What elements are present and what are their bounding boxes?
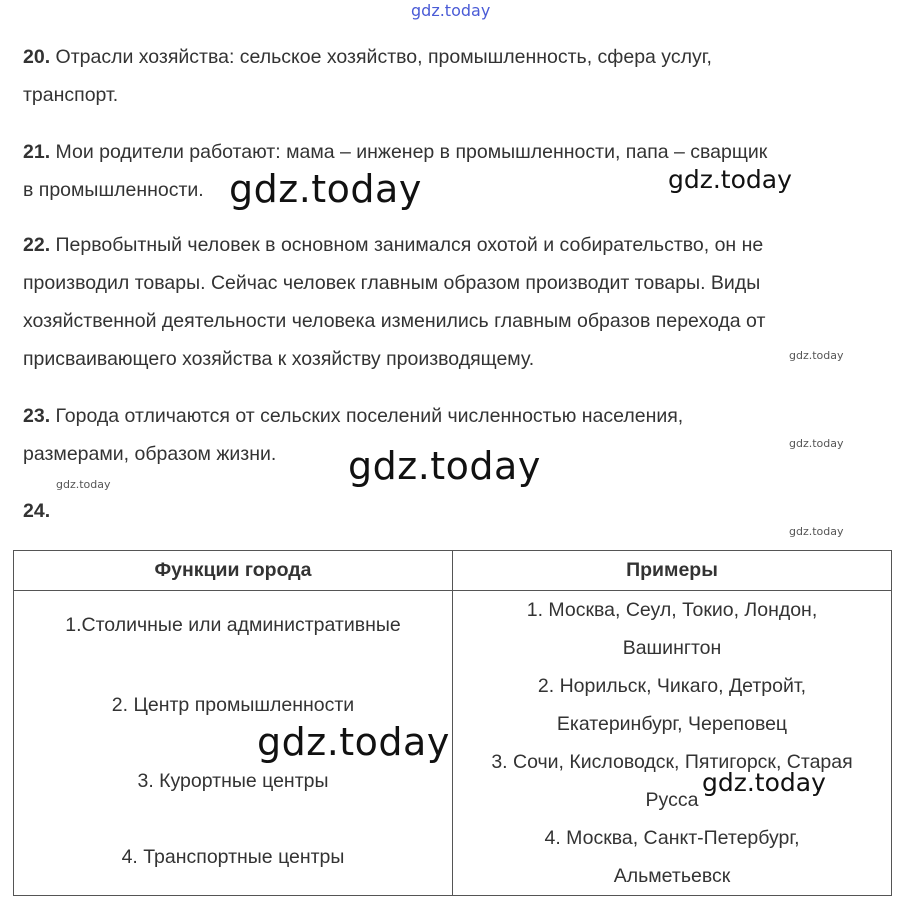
answer-text-line: транспорт. [23, 84, 119, 106]
watermark: gdz.today [702, 768, 826, 797]
answer-text-line: производил товары. Сейчас человек главным образом производит товары. Виды [23, 272, 761, 294]
table-cell-examples [453, 591, 892, 668]
answer-number: 20. [23, 46, 51, 68]
table-header-row [14, 551, 892, 591]
examples-line: 2. Норильск, Чикаго, Детройт, [537, 675, 807, 697]
watermark: gdz.today [789, 437, 844, 450]
answer-text-line: размерами, образом жизни. [23, 443, 277, 465]
watermark: gdz.today [56, 478, 111, 491]
watermark-top: gdz.today [411, 1, 491, 20]
table-row [14, 819, 892, 896]
examples-line: 1. Москва, Сеул, Токио, Лондон, [526, 599, 818, 621]
table-header-functions: Функции города [14, 551, 453, 591]
table-row [14, 591, 892, 668]
answer-text-line: Мои родители работают: мама – инженер в промышленности, папа – сварщик [55, 141, 768, 163]
watermark: gdz.today [668, 165, 792, 194]
answer-20 [23, 38, 893, 114]
watermark: gdz.today [348, 444, 541, 488]
examples-line: 3. Сочи, Кисловодск, Пятигорск, Старая [491, 751, 853, 773]
function-label: 3. Курортные центры [137, 770, 329, 792]
watermark: gdz.today [257, 720, 450, 764]
answer-text-line: Города отличаются от сельских поселений численностью населения, [55, 405, 684, 427]
answer-number: 21. [23, 141, 51, 163]
examples-line: Альметьевск [613, 865, 731, 887]
table-header-examples: Примеры [453, 551, 892, 591]
function-label: 2. Центр промышленности [111, 694, 355, 716]
examples-line: Русса [645, 789, 699, 811]
watermark: gdz.today [789, 525, 844, 538]
answer-text-line: Отрасли хозяйства: сельское хозяйство, промышленность, сфера услуг, [55, 46, 712, 68]
answer-number: 22. [23, 234, 51, 256]
answer-text-line: присваивающего хозяйства к хозяйству производящему. [23, 348, 535, 370]
table-cell-examples [453, 667, 892, 743]
table-cell-examples [453, 819, 892, 896]
function-label: 4. Транспортные центры [121, 846, 345, 868]
answer-22 [23, 226, 893, 378]
table-row [14, 667, 892, 743]
answer-number: 23. [23, 405, 51, 427]
watermark: gdz.today [789, 349, 844, 362]
table-cell-function [14, 819, 453, 896]
answer-text-line: хозяйственной деятельности человека изменились главным образов перехода от [23, 310, 766, 332]
table-cell-function [14, 591, 453, 668]
answer-number: 24. [23, 500, 51, 522]
function-label: 1.Столичные или административные [65, 614, 401, 636]
answer-text-line: в промышленности. [23, 179, 204, 201]
watermark: gdz.today [229, 167, 422, 211]
answer-24 [23, 492, 893, 530]
examples-line: Екатеринбург, Череповец [556, 713, 788, 735]
examples-line: Вашингтон [622, 637, 722, 659]
answer-text-line: Первобытный человек в основном занимался охотой и собирательство, он не [55, 234, 764, 256]
examples-line: 4. Москва, Санкт-Петербург, [544, 827, 800, 849]
city-functions-table [13, 550, 892, 896]
